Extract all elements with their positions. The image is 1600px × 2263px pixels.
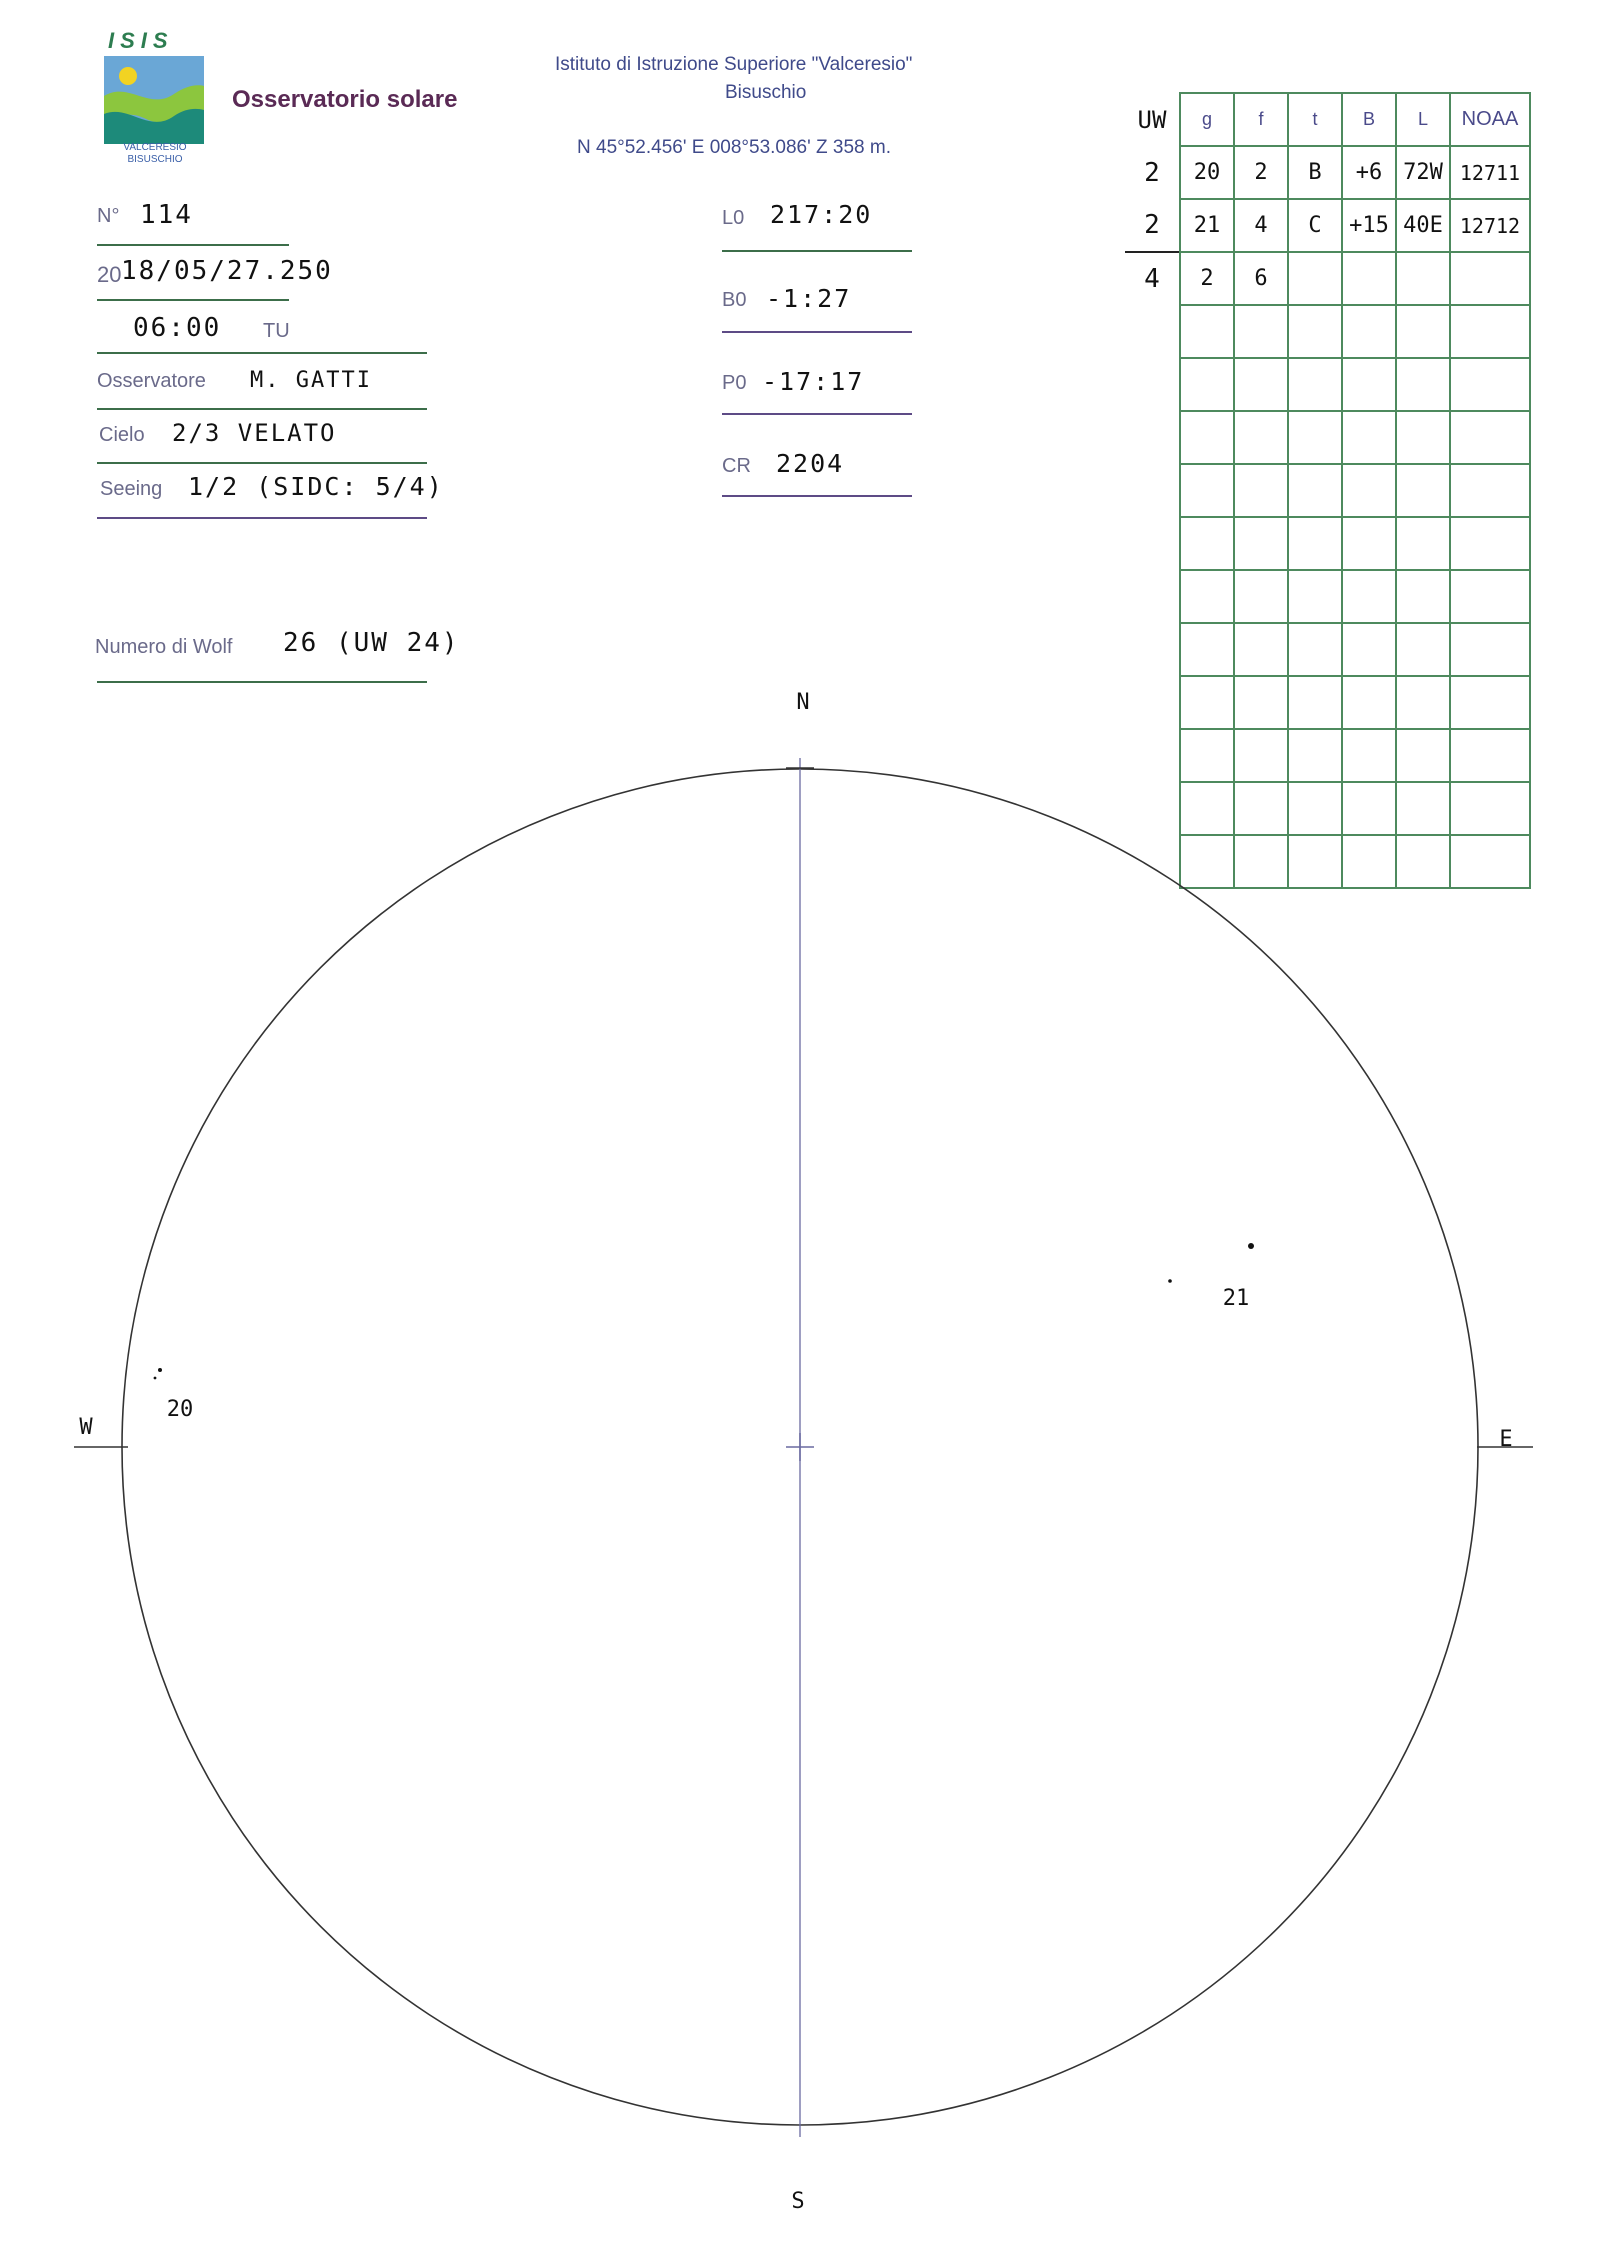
observatory-title: Osservatorio solare [232,86,458,113]
b0-value: -1:27 [766,284,852,313]
date-value: 18/05/27.250 [121,256,333,286]
table-cell: +15 [1342,199,1396,252]
institute-name: Istituto di Istruzione Superiore "Valceresio" [555,54,913,75]
sunspot [1248,1243,1254,1249]
column-header: f [1234,93,1288,146]
sky-label: Cielo [99,424,145,446]
table-cell: 40E [1396,199,1450,252]
sunspot [1168,1279,1172,1283]
observer-label: Osservatore [97,370,206,392]
b0-label: B0 [722,289,747,311]
table-cell: 2 [1125,199,1180,252]
total-cell: 6 [1234,252,1288,305]
time-unit: TU [263,320,290,342]
number-value: 114 [140,200,193,230]
south-label: S [791,2189,805,2214]
site-coordinates: N 45°52.456' E 008°53.086' Z 358 m. [577,137,891,158]
time-value: 06:00 [133,313,222,343]
table-cell: 12712 [1450,199,1530,252]
table-cell: C [1288,199,1342,252]
east-label: E [1499,1427,1513,1452]
table-cell: 2 [1234,146,1288,199]
table-cell: 2 [1125,146,1180,199]
seeing-label: Seeing [100,478,163,500]
north-label: N [796,690,810,715]
column-header: L [1396,93,1450,146]
table-cell: 20 [1180,146,1234,199]
p0-label: P0 [722,372,747,394]
wolf-label: Numero di Wolf [95,636,233,658]
p0-value: -17:17 [762,367,865,396]
l0-label: L0 [722,207,745,229]
logo-line-1: VALCERESIO [123,142,187,153]
table-cell: 21 [1180,199,1234,252]
wolf-value: 26 (UW 24) [283,628,460,658]
total-cell: 2 [1180,252,1234,305]
logo-line-2: BISUSCHIO [127,154,183,165]
table-cell: 4 [1234,199,1288,252]
column-header: B [1342,93,1396,146]
sunspot [158,1368,162,1372]
sunspot [154,1377,157,1380]
institute-town: Bisuschio [725,82,807,103]
total-cell: 4 [1125,252,1180,305]
table-cell: +6 [1342,146,1396,199]
sky-value: 2/3 VELATO [172,419,337,447]
group-label-21: 21 [1222,1286,1250,1311]
logo-text: ISIS [108,28,174,53]
table-cell: 72W [1396,146,1450,199]
column-header: g [1180,93,1234,146]
date-prefix: 20 [97,262,122,287]
group-label-20: 20 [166,1397,194,1422]
observer-value: M. GATTI [250,368,372,393]
number-label: N° [97,205,120,227]
seeing-value: 1/2 (SIDC: 5/4) [188,472,444,501]
table-cell: B [1288,146,1342,199]
column-header: NOAA [1450,93,1530,146]
l0-value: 217:20 [770,200,873,229]
cr-label: CR [722,455,751,477]
column-header: t [1288,93,1342,146]
cr-value: 2204 [776,449,845,478]
table-cell: 12711 [1450,146,1530,199]
column-header: UW [1125,93,1180,146]
west-label: W [79,1415,93,1440]
